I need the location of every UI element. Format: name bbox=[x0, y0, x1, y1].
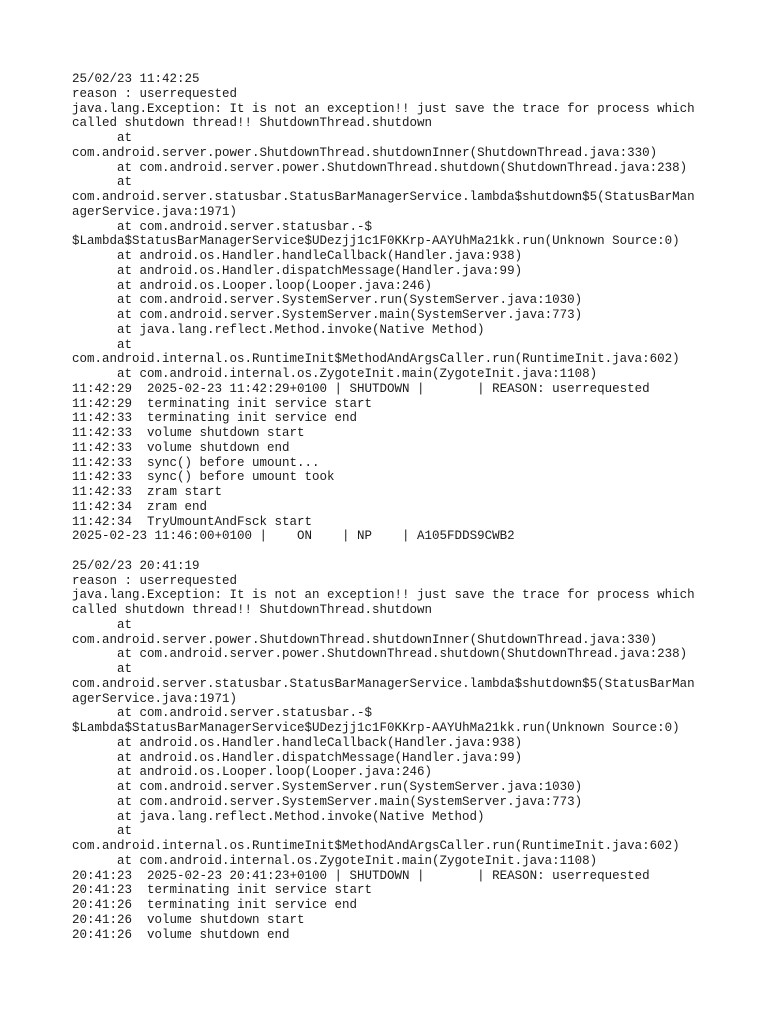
stack-frame: at com.android.server.SystemServer.run(SystemServer.java:1030) bbox=[117, 780, 583, 794]
stack-frame: at com.android.server.SystemServer.main(SystemServer.java:773) bbox=[117, 794, 583, 809]
stack-frame: at bbox=[117, 337, 133, 352]
stack-frame: at java.lang.reflect.Method.invoke(Native Method) bbox=[117, 322, 485, 337]
stack-frame: at bbox=[117, 131, 133, 145]
stack-frame: at bbox=[117, 662, 133, 676]
stack-frame: at com.android.server.statusbar.-$ bbox=[117, 219, 373, 234]
boot-event: 2025-02-23 11:46:00+0100 | ON | NP | A105FDDS9CWB2 bbox=[72, 529, 515, 544]
stack-frame: at com.android.server.SystemServer.main(SystemServer.java:773) bbox=[117, 308, 583, 322]
stack-frame: at com.android.server.power.ShutdownThread.shutdown(ShutdownThread.java:238) bbox=[117, 647, 688, 662]
stack-frame: com.android.server.power.ShutdownThread.shutdownInner(ShutdownThread.java:330) bbox=[72, 632, 658, 647]
log-reason: reason : userrequested bbox=[72, 573, 238, 588]
stack-frame: at android.os.Handler.dispatchMessage(Handler.java:99) bbox=[117, 750, 523, 765]
shutdown-event: 11:42:29 2025-02-23 11:42:29+0100 | SHUTDOWN | | REASON: userrequested bbox=[72, 381, 650, 396]
stack-frame: agerService.java:1971) bbox=[72, 204, 238, 219]
stack-frame: com.android.server.statusbar.StatusBarManagerService.lambda$shutdown$5(StatusBarMan bbox=[72, 676, 695, 691]
log-document bbox=[72, 72, 712, 942]
shutdown-event: 11:42:33 volume shutdown end bbox=[72, 440, 290, 455]
exception-message: java.lang.Exception: It is not an exception!! just save the trace for process which bbox=[72, 588, 695, 603]
shutdown-event: 11:42:33 volume shutdown start bbox=[72, 426, 305, 440]
exception-message: called shutdown thread!! ShutdownThread.shutdown bbox=[72, 603, 433, 617]
stack-frame: at bbox=[117, 617, 133, 632]
stack-frame: at com.android.server.SystemServer.run(SystemServer.java:1030) bbox=[117, 293, 583, 308]
stack-frame: at com.android.internal.os.ZygoteInit.main(ZygoteInit.java:1108) bbox=[117, 367, 598, 381]
entry-separator bbox=[72, 544, 712, 559]
stack-frame: at bbox=[117, 175, 133, 190]
shutdown-event: 11:42:33 terminating init service end bbox=[72, 411, 358, 426]
shutdown-event: 11:42:29 terminating init service start bbox=[72, 396, 373, 411]
stack-frame: at bbox=[117, 824, 133, 839]
shutdown-event: 20:41:26 volume shutdown start bbox=[72, 912, 305, 927]
shutdown-event: 20:41:26 volume shutdown end bbox=[72, 927, 290, 942]
stack-frame: com.android.internal.os.RuntimeInit$MethodAndArgsCaller.run(RuntimeInit.java:602) bbox=[72, 839, 680, 853]
shutdown-event: 20:41:26 terminating init service end bbox=[72, 898, 358, 912]
log-entry bbox=[72, 559, 712, 943]
stack-frame: at java.lang.reflect.Method.invoke(Native Method) bbox=[117, 809, 485, 824]
stack-frame: at com.android.server.statusbar.-$ bbox=[117, 706, 373, 721]
log-reason: reason : userrequested bbox=[72, 86, 238, 101]
stack-frame: at android.os.Looper.loop(Looper.java:246) bbox=[117, 278, 433, 293]
exception-message: called shutdown thread!! ShutdownThread.shutdown bbox=[72, 116, 433, 131]
stack-frame: at com.android.internal.os.ZygoteInit.main(ZygoteInit.java:1108) bbox=[117, 853, 598, 868]
stack-frame: at android.os.Handler.dispatchMessage(Handler.java:99) bbox=[117, 263, 523, 278]
log-timestamp: 25/02/23 11:42:25 bbox=[72, 72, 200, 86]
log-timestamp: 25/02/23 20:41:19 bbox=[72, 558, 200, 573]
stack-frame: $Lambda$StatusBarManagerService$UDezjj1c1F0KKrp-AAYUhMa21kk.run(Unknown Source:0) bbox=[72, 721, 680, 735]
stack-frame: at android.os.Looper.loop(Looper.java:246) bbox=[117, 765, 433, 780]
shutdown-event: 11:42:33 sync() before umount took bbox=[72, 470, 335, 485]
shutdown-event: 11:42:34 zram end bbox=[72, 499, 208, 514]
log-entry bbox=[72, 72, 712, 544]
shutdown-event: 11:42:33 sync() before umount... bbox=[72, 455, 320, 470]
stack-frame: com.android.server.power.ShutdownThread.shutdownInner(ShutdownThread.java:330) bbox=[72, 145, 658, 160]
stack-frame: at android.os.Handler.handleCallback(Handler.java:938) bbox=[117, 735, 523, 750]
stack-frame: agerService.java:1971) bbox=[72, 691, 238, 706]
stack-frame: at android.os.Handler.handleCallback(Handler.java:938) bbox=[117, 249, 523, 263]
shutdown-event: 20:41:23 2025-02-23 20:41:23+0100 | SHUTDOWN | | REASON: userrequested bbox=[72, 868, 650, 883]
exception-message: java.lang.Exception: It is not an exception!! just save the trace for process which bbox=[72, 101, 695, 116]
shutdown-event: 11:42:34 TryUmountAndFsck start bbox=[72, 514, 313, 529]
stack-frame: at com.android.server.power.ShutdownThread.shutdown(ShutdownThread.java:238) bbox=[117, 160, 688, 175]
shutdown-event: 11:42:33 zram start bbox=[72, 485, 223, 499]
stack-frame: com.android.internal.os.RuntimeInit$MethodAndArgsCaller.run(RuntimeInit.java:602) bbox=[72, 352, 680, 367]
shutdown-event: 20:41:23 terminating init service start bbox=[72, 883, 373, 898]
stack-frame: com.android.server.statusbar.StatusBarManagerService.lambda$shutdown$5(StatusBarMan bbox=[72, 190, 695, 204]
stack-frame: $Lambda$StatusBarManagerService$UDezjj1c1F0KKrp-AAYUhMa21kk.run(Unknown Source:0) bbox=[72, 234, 680, 249]
